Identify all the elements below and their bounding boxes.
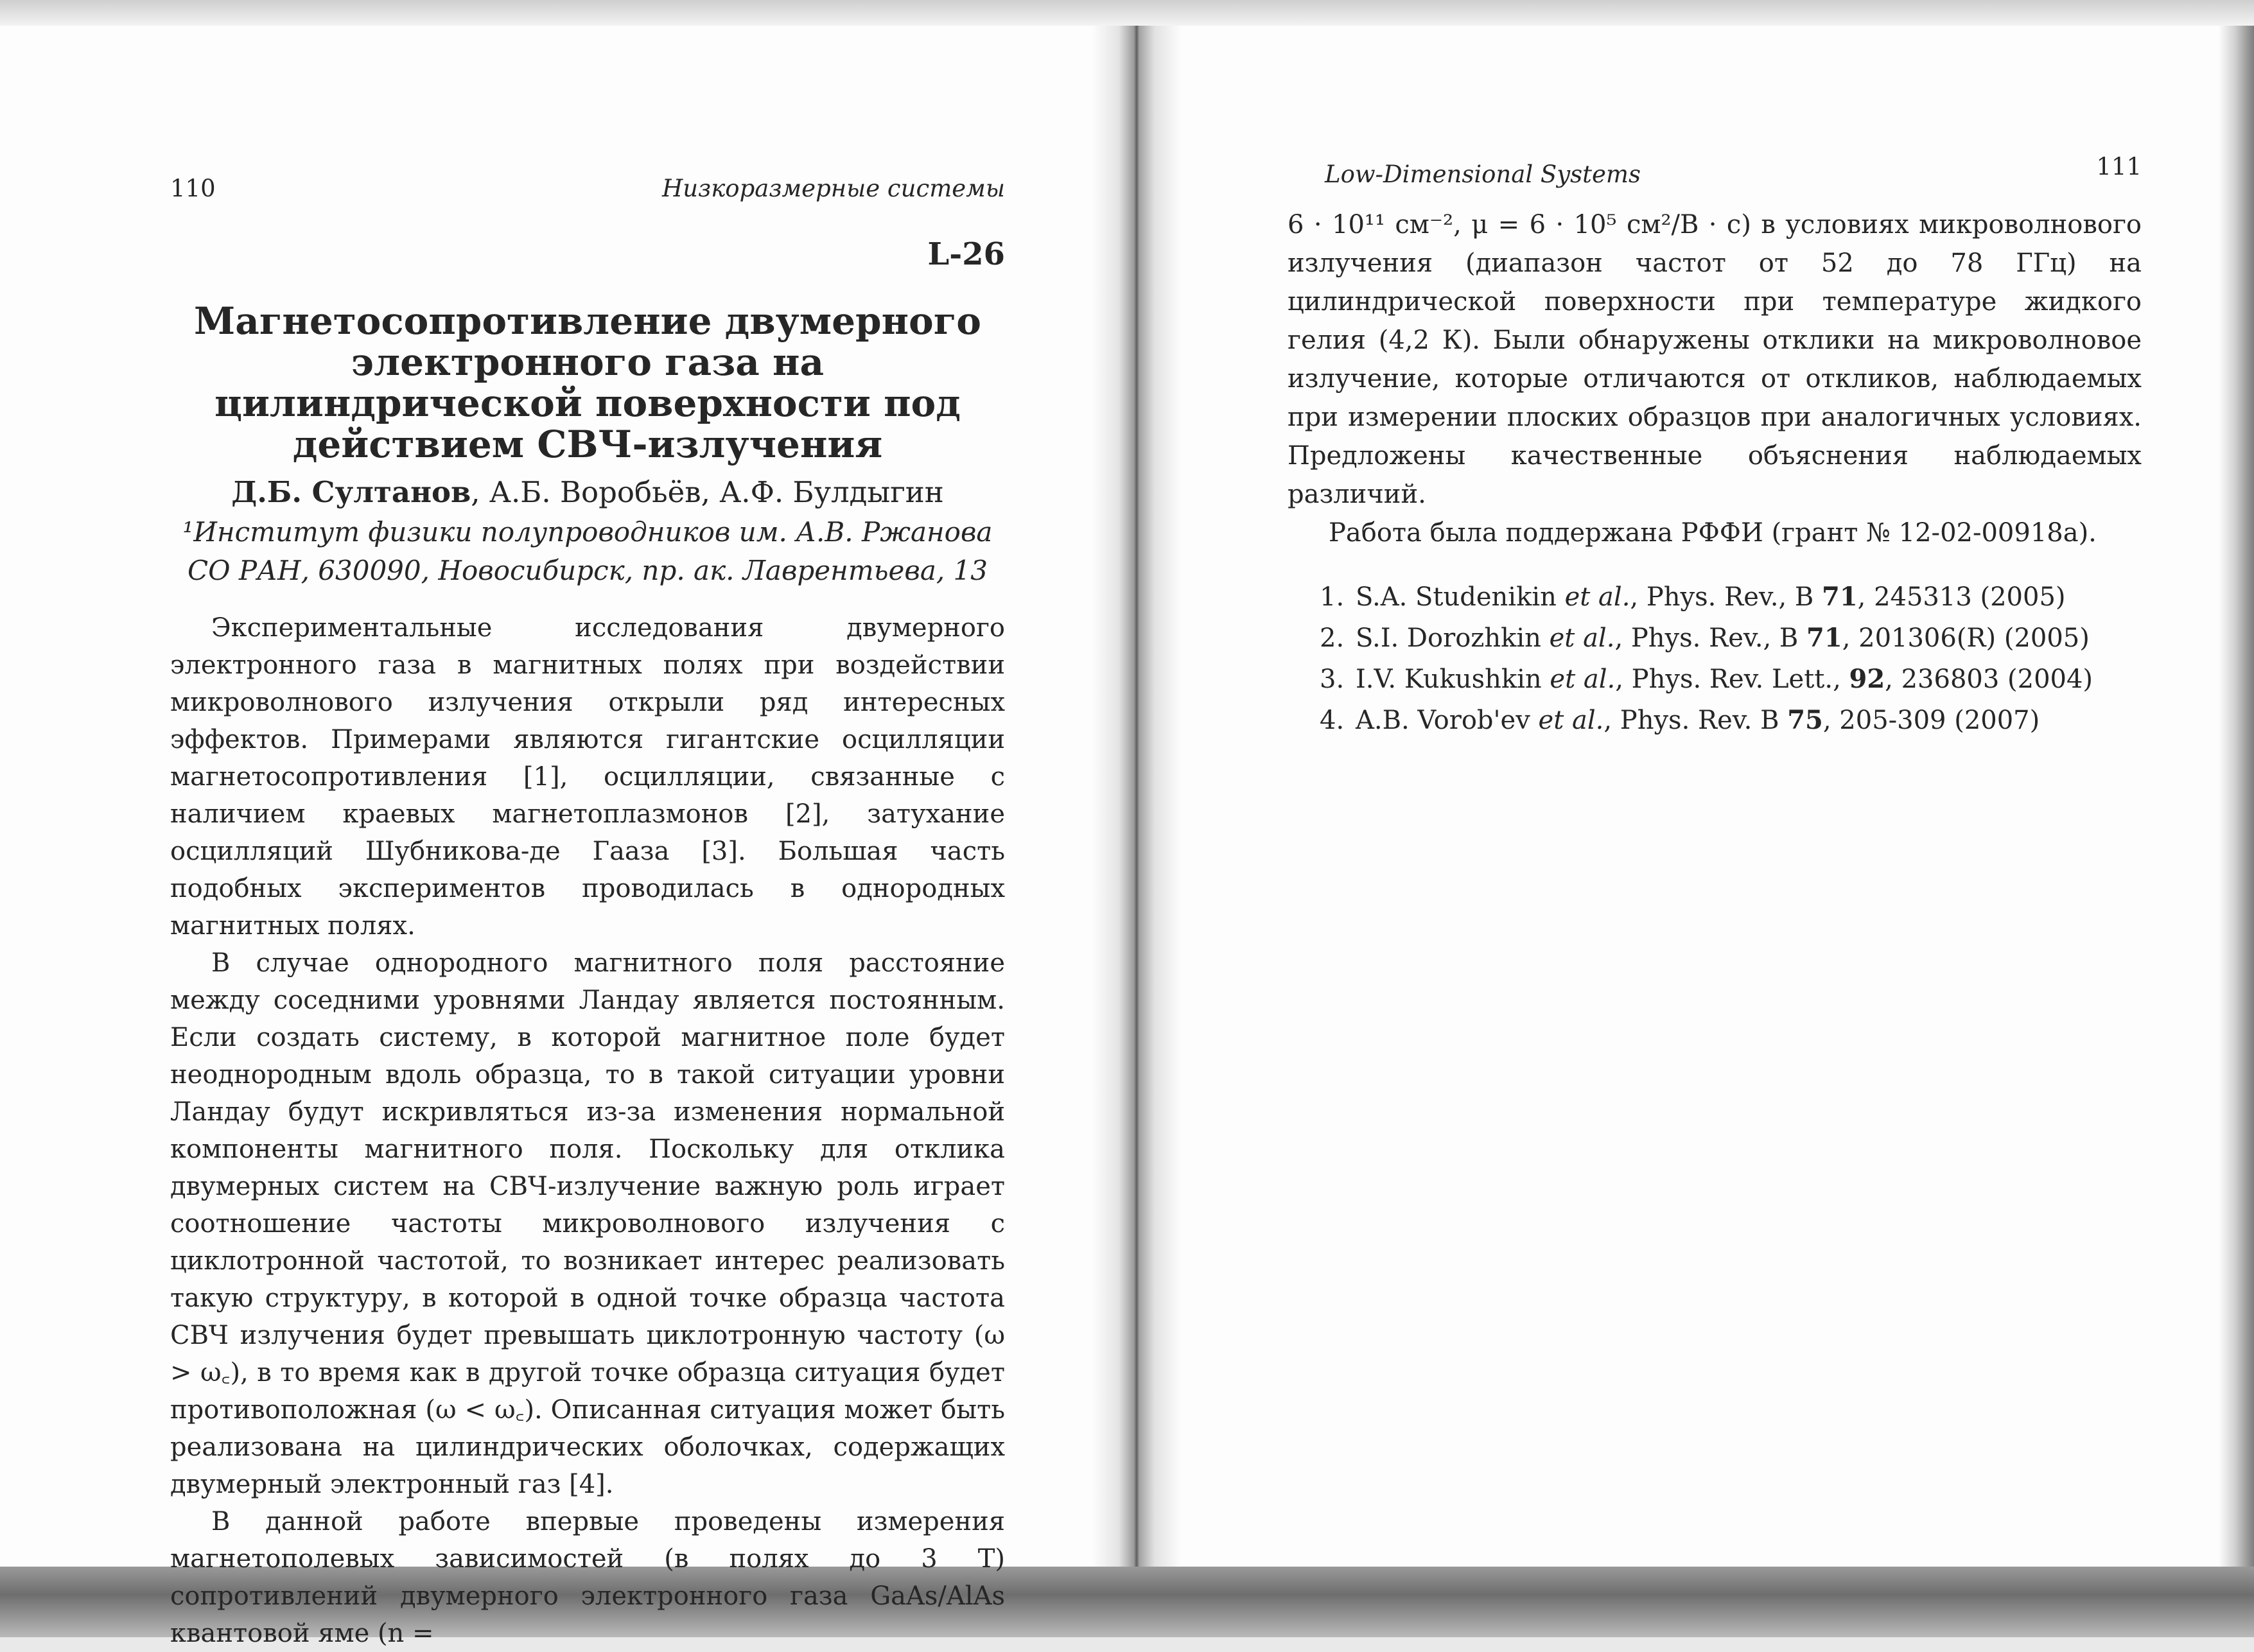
affiliation-line-2: СО РАН, 630090, Новосибирск, пр. ак. Лаврентьева, 13 bbox=[187, 555, 988, 586]
running-title-left: Низкоразмерные системы bbox=[661, 175, 1005, 202]
reference-journal: , Phys. Rev. Lett., bbox=[1615, 665, 1849, 694]
references-list bbox=[1288, 577, 2142, 741]
reference-author: S.I. Dorozhkin bbox=[1356, 623, 1541, 653]
reference-etal: et al. bbox=[1550, 665, 1616, 694]
affiliation-line-1: ¹Институт физики полупроводников им. А.В. Ржанова bbox=[182, 516, 993, 548]
page-number-left: 110 bbox=[170, 175, 216, 202]
reference-volume: 71 bbox=[1821, 582, 1858, 612]
reference-journal: , Phys. Rev. B bbox=[1603, 706, 1788, 735]
reference-etal: et al. bbox=[1564, 582, 1630, 612]
co-authors: , А.Б. Воробьёв, А.Ф. Булдыгин bbox=[471, 475, 944, 509]
reference-volume: 75 bbox=[1787, 705, 1823, 735]
paragraph-1: Экспериментальные исследования двумерного электронного газа в магнитных полях при воздействии микроволнового излучения открыли ряд интересных эффектов. Примерами являются гигантские осцилляции магнетосопротивления [1], осцилляции, связанные с наличием краевых магнетоплазмонов [2], затухание осцилляций Шубникова-де Гааза [3]. Большая часть подобных экспериментов проводилась в однородных магнитных полях. bbox=[170, 613, 1005, 941]
reference-journal: , Phys. Rev., B bbox=[1614, 623, 1807, 653]
left-body-text bbox=[170, 609, 1005, 1652]
reference-volume: 71 bbox=[1806, 623, 1842, 653]
reference-author: A.B. Vorob'ev bbox=[1356, 706, 1530, 735]
reference-pages: , 236803 (2004) bbox=[1885, 665, 2093, 694]
affiliation bbox=[170, 513, 1005, 590]
article-code: L-26 bbox=[927, 236, 1005, 272]
article-title: Магнетосопротивление двумерного электронного газа на цилиндрической поверхности под действием СВЧ-излучения bbox=[194, 299, 981, 466]
reference-etal: et al. bbox=[1549, 623, 1615, 653]
reference-number: 1. bbox=[1320, 582, 1345, 612]
reference-item bbox=[1320, 577, 2142, 618]
lead-author: Д.Б. Султанов bbox=[231, 475, 471, 509]
reference-pages: , 201306(R) (2005) bbox=[1842, 623, 2090, 653]
reference-item bbox=[1320, 618, 2142, 659]
running-title-right: Low-Dimensional Systems bbox=[1325, 161, 1641, 188]
reference-item bbox=[1320, 659, 2142, 700]
left-running-head bbox=[170, 167, 1005, 212]
reference-pages: , 245313 (2005) bbox=[1857, 582, 2066, 612]
book-gutter bbox=[1092, 26, 1182, 1567]
reference-number: 3. bbox=[1320, 665, 1345, 694]
reference-number: 4. bbox=[1320, 706, 1345, 735]
page-number-right: 111 bbox=[2096, 153, 2142, 180]
right-page-column bbox=[1288, 148, 2142, 741]
page-right-edge-shadow bbox=[2219, 26, 2254, 1567]
reference-journal: , Phys. Rev., B bbox=[1630, 582, 1822, 612]
reference-number: 2. bbox=[1320, 623, 1345, 653]
right-running-head bbox=[1288, 148, 2142, 193]
reference-author: S.A. Studenikin bbox=[1356, 582, 1557, 612]
left-page-column bbox=[170, 167, 1005, 1652]
paragraph-continuation: 6 · 10¹¹ см⁻², μ = 6 · 10⁵ см²/В · с) в условиях микроволнового излучения (диапазон частот от 52 до 78 ГГц) на цилиндрической поверхности при температуре жидкого гелия (4,2 К). Были обнаружены отклики на микроволновое излучение, которые отличаются от откликов, наблюдаемых при измерении плоских образцов при аналогичных условиях. Предложены качественные объяснения наблюдаемых различий. bbox=[1288, 210, 2142, 509]
reference-etal: et al. bbox=[1538, 706, 1604, 735]
reference-item bbox=[1320, 700, 2142, 741]
right-body-text bbox=[1288, 205, 2142, 552]
acknowledgement: Работа была поддержана РФФИ (грант № 12-02-00918а). bbox=[1329, 518, 2097, 548]
reference-author: I.V. Kukushkin bbox=[1356, 665, 1542, 694]
paragraph-2: В случае однородного магнитного поля расстояние между соседними уровнями Ландау является постоянным. Если создать систему, в которой магнитное поле будет неоднородным вдоль образца, то в такой ситуации уровни Ландау будут искривляться из-за изменения нормальной компоненты магнитного поля. Поскольку для отклика двумерных систем на СВЧ-излучение важную роль играет соотношение частоты микроволнового излучения с циклотронной частотой, то возникает интерес реализовать такую структуру, в которой в одной точке образца частота СВЧ излучения будет превышать циклотронную частоту (ω > ω꜀), в то время как в другой точке образца ситуация будет противоположная (ω < ω꜀). Описанная ситуация может быть реализована на цилиндрических оболочках, содержащих двумерный электронный газ [4]. bbox=[170, 948, 1005, 1499]
reference-volume: 92 bbox=[1849, 664, 1885, 694]
scan-top-edge bbox=[0, 0, 2254, 26]
paragraph-3: В данной работе впервые проведены измерения магнетополевых зависимостей (в полях до 3 Т) сопротивлений двумерного электронного газа GaAs/AlAs квантовой яме (n = bbox=[170, 1507, 1005, 1648]
authors bbox=[170, 475, 1005, 509]
reference-pages: , 205-309 (2007) bbox=[1822, 706, 2040, 735]
